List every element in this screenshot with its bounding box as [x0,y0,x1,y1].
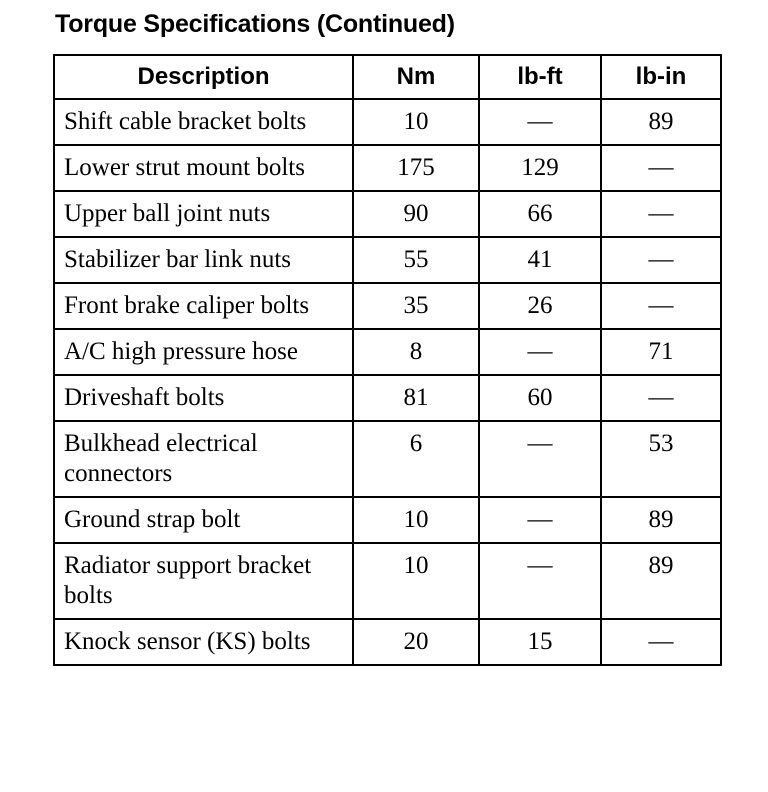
cell-description: Upper ball joint nuts [54,191,353,237]
torque-spec-table [53,54,722,666]
cell-lbft: — [479,329,601,375]
cell-lbin: 53 [601,421,721,497]
cell-nm: 35 [353,283,479,329]
cell-description: A/C high pressure hose [54,329,353,375]
cell-description: Shift cable bracket bolts [54,99,353,145]
cell-lbft: 15 [479,619,601,665]
page-title: Torque Specifications (Continued) [55,10,455,38]
cell-lbft: — [479,543,601,619]
cell-lbin: 71 [601,329,721,375]
table-row [54,237,721,283]
cell-lbft: 66 [479,191,601,237]
cell-lbft: — [479,99,601,145]
cell-lbin: — [601,375,721,421]
cell-description: Front brake caliper bolts [54,283,353,329]
table-row [54,145,721,191]
cell-description: Driveshaft bolts [54,375,353,421]
cell-nm: 8 [353,329,479,375]
cell-lbin: — [601,237,721,283]
table-row [54,329,721,375]
column-header-lbft: lb-ft [479,55,601,99]
cell-lbin: 89 [601,497,721,543]
cell-nm: 90 [353,191,479,237]
cell-description: Stabilizer bar link nuts [54,237,353,283]
cell-lbin: 89 [601,543,721,619]
cell-description: Lower strut mount bolts [54,145,353,191]
table-header-row [54,55,721,99]
column-header-nm: Nm [353,55,479,99]
column-header-lbin: lb-in [601,55,721,99]
cell-nm: 10 [353,99,479,145]
cell-nm: 81 [353,375,479,421]
cell-lbin: — [601,145,721,191]
cell-description: Radiator support bracket bolts [54,543,353,619]
cell-nm: 20 [353,619,479,665]
cell-nm: 6 [353,421,479,497]
cell-lbft: — [479,421,601,497]
cell-nm: 55 [353,237,479,283]
cell-nm: 175 [353,145,479,191]
table-row [54,497,721,543]
table-row [54,543,721,619]
table-row [54,421,721,497]
cell-description: Ground strap bolt [54,497,353,543]
cell-lbft: 41 [479,237,601,283]
cell-lbin: — [601,619,721,665]
table-row [54,283,721,329]
table-row [54,619,721,665]
column-header-description: Description [54,55,353,99]
cell-lbin: — [601,191,721,237]
cell-nm: 10 [353,497,479,543]
cell-lbft: 129 [479,145,601,191]
cell-description: Knock sensor (KS) bolts [54,619,353,665]
table-row [54,99,721,145]
cell-lbin: — [601,283,721,329]
cell-lbft: 60 [479,375,601,421]
cell-lbft: 26 [479,283,601,329]
table-row [54,375,721,421]
table-row [54,191,721,237]
cell-description: Bulkhead electrical connectors [54,421,353,497]
cell-nm: 10 [353,543,479,619]
cell-lbft: — [479,497,601,543]
cell-lbin: 89 [601,99,721,145]
